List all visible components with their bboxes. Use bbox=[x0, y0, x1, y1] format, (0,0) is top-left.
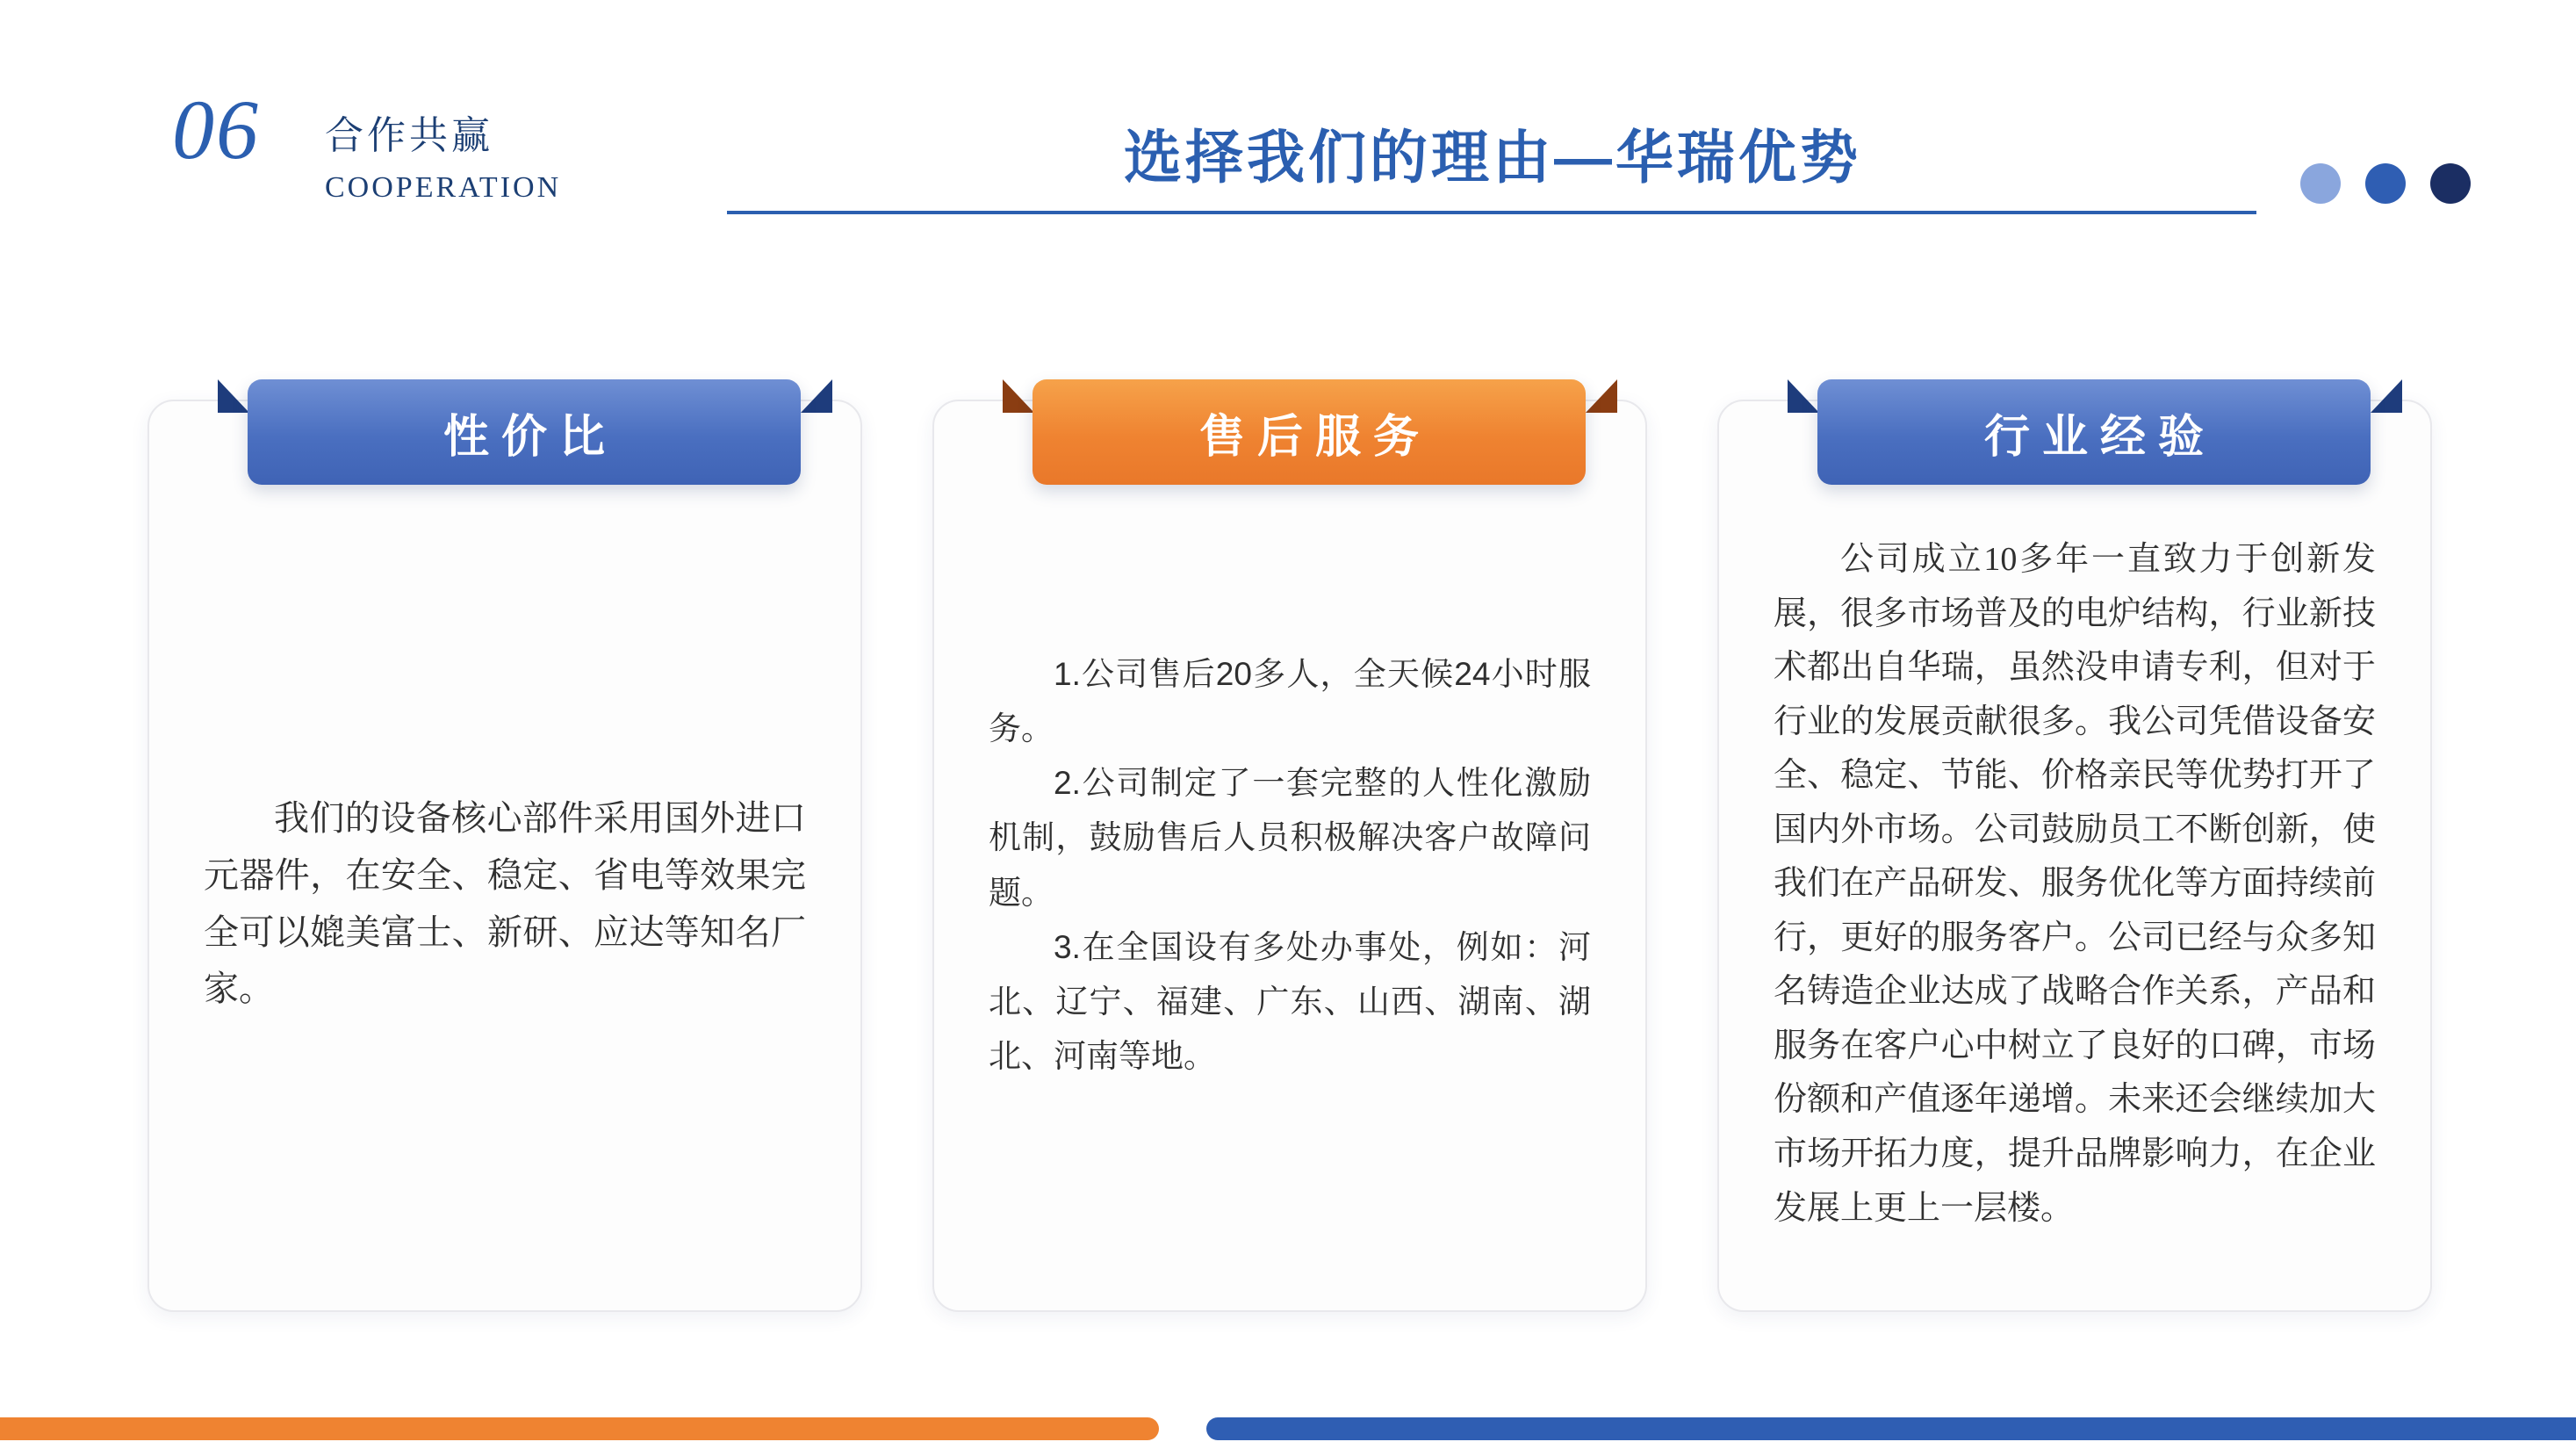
decorative-dots bbox=[2300, 163, 2471, 204]
card-title: 性价比 bbox=[443, 411, 617, 463]
card-paragraph: 2.公司制定了一套完整的人性化激励机制，鼓励售后人员积极解决客户故障问题。 bbox=[989, 765, 1591, 911]
card-title: 售后服务 bbox=[1198, 411, 1431, 463]
card-paragraph: 我们的设备核心部件采用国外进口元器件，在安全、稳定、省电等效果完全可以媲美富士、新研、应达等知名厂家。 bbox=[204, 798, 806, 1009]
slide-footer bbox=[0, 1403, 2576, 1449]
page-title: 选择我们的理由—华瑞优势 bbox=[1124, 125, 1861, 190]
card-body bbox=[204, 533, 806, 1275]
card-industry-experience bbox=[1717, 400, 2432, 1312]
ribbon-fold-left-icon bbox=[1003, 379, 1034, 413]
ribbon-fold-right-icon bbox=[801, 379, 832, 413]
advantage-cards bbox=[0, 378, 2576, 1308]
card-paragraph: 3.在全国设有多处办事处，例如：河北、辽宁、福建、广东、山西、湖南、湖北、河南等地。 bbox=[989, 928, 1591, 1075]
dot-light-icon bbox=[2300, 163, 2341, 204]
ribbon-fold-left-icon bbox=[1788, 379, 1819, 413]
card-cost-performance bbox=[148, 400, 862, 1312]
card-ribbon-header bbox=[1033, 379, 1586, 485]
ribbon-fold-right-icon bbox=[1586, 379, 1617, 413]
card-after-sales-service bbox=[932, 400, 1647, 1312]
card-body bbox=[989, 533, 1591, 1275]
card-title: 行业经验 bbox=[1983, 411, 2216, 463]
card-ribbon-header bbox=[1817, 379, 2371, 485]
dot-medium-icon bbox=[2365, 163, 2406, 204]
slide-header bbox=[0, 0, 2576, 263]
footer-bar-blue bbox=[1206, 1417, 2576, 1440]
card-ribbon-header bbox=[248, 379, 801, 485]
section-title-chinese: 合作共赢 bbox=[325, 114, 493, 157]
section-number: 06 bbox=[172, 83, 260, 177]
ribbon-fold-right-icon bbox=[2371, 379, 2402, 413]
card-body bbox=[1774, 533, 2376, 1275]
footer-bar-orange bbox=[0, 1417, 1159, 1440]
dot-dark-icon bbox=[2430, 163, 2471, 204]
card-paragraph: 1.公司售后20多人，全天候24小时服务。 bbox=[989, 656, 1591, 747]
ribbon-fold-left-icon bbox=[218, 379, 249, 413]
section-title-english: COOPERATION bbox=[325, 171, 562, 204]
card-paragraph: 公司成立10多年一直致力于创新发展，很多市场普及的电炉结构，行业新技术都出自华瑞，虽然没申请专利，但对于行业的发展贡献很多。我公司凭借设备安全、稳定、节能、价格亲民等优势打开了国内外市场。公司鼓励员工不断创新，使我们在产品研发、服务优化等方面持续前行，更好的服务客户。公司已经与众多知名铸造企业达成了战略合作关系，产品和服务在客户心中树立了良好的口碑，市场份额和产值逐年递增。未来还会继续加大市场开拓力度，提升品牌影响力，在企业发展上更上一层楼。 bbox=[1774, 541, 2376, 1227]
title-underline bbox=[727, 211, 2256, 214]
